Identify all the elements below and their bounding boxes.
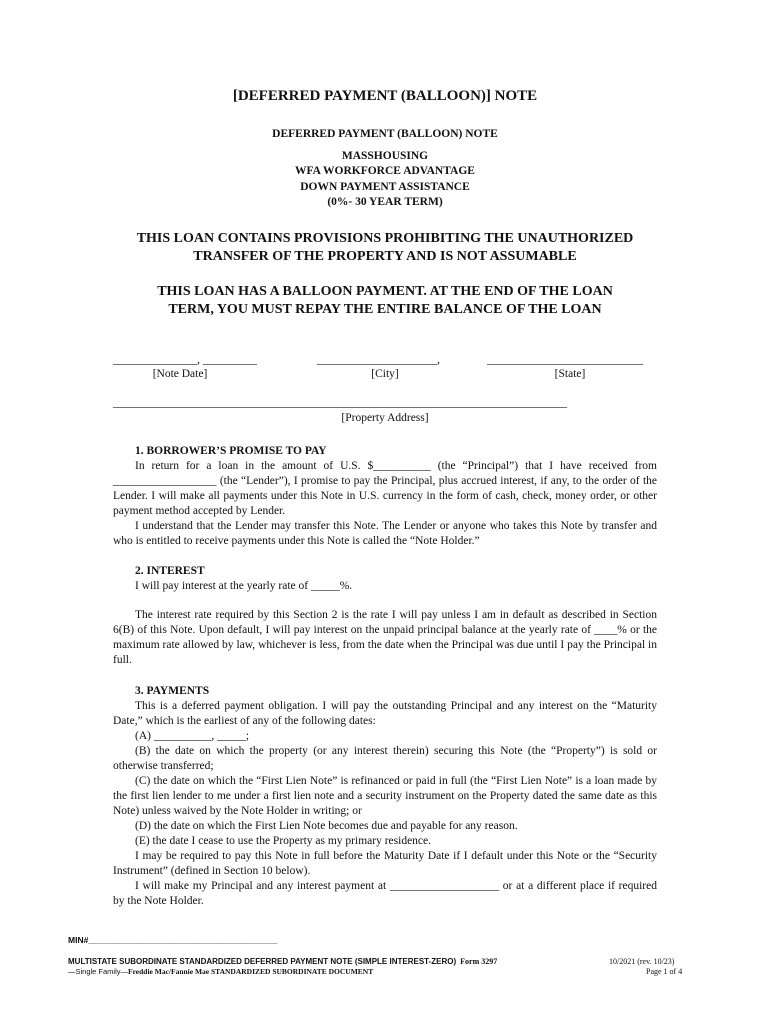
subtitle-line: DOWN PAYMENT ASSISTANCE [300,180,470,193]
paragraph: I may be required to pay this Note in full before the Maturity Date if I default under this Note or the “Security Instrument” (defined in Section 10 below). [113,850,657,877]
section-heading: 1. BORROWER’S PROMISE TO PAY [135,445,327,457]
paragraph: I will pay interest at the yearly rate of _____%. [135,580,353,592]
page-number: Page 1 of 4 [646,967,683,976]
paragraph: I understand that the Lender may transfer this Note. The Lender or anyone who takes this Note by transfer and who is entitled to receive payments under this Note is called the “Note Holder.” [113,520,657,547]
list-item: (A) __________, _____; [135,730,250,742]
subtitle-line: (0%- 30 YEAR TERM) [327,196,443,208]
footer-single-family [68,967,373,976]
warning-line: THIS LOAN CONTAINS PROVISIONS PROHIBITING THE UNAUTHORIZED [136,231,634,246]
warning-line: THIS LOAN HAS A BALLOON PAYMENT. AT THE END OF THE LOAN [157,284,613,299]
list-item: (B) the date on which the property (or any interest therein) securing this Note (the “Property”) is sold or otherwise transferred; [113,745,657,772]
paragraph: I will make my Principal and any interest payment at ___________________ or at a different place if required by the Note Holder. [113,880,657,907]
paragraph: In return for a loan in the amount of U.S. $__________ (the “Principal”) that I have received from __________________ (the “Lender”), I promise to pay the Principal, plus accrued interest, if any, to the order of the Lender. I will make all payments under this Note in U.S. currency in the form of cash, check, money order, or other payment method accepted by Lender. [113,460,657,517]
subtitle-line: MASSHOUSING [341,149,429,162]
warning-line: TRANSFER OF THE PROPERTY AND IS NOT ASSUMABLE [193,249,577,264]
warning-line: TERM, YOU MUST REPAY THE ENTIRE BALANCE OF THE LOAN [168,302,602,317]
footer-form-number: Form 3297 [460,957,498,966]
list-item: (D) the date on which the First Lien Note becomes due and payable for any reason. [135,820,518,832]
subtitle-block [0,127,770,211]
property-address-caption: [Property Address] [341,412,429,424]
footer-single-family-prefix: —Single Family— [68,967,129,976]
transfer-warning [0,230,770,266]
note-date-blank[interactable]: ______________, _________ [113,352,257,366]
list-item: (E) the date I cease to use the Property as my primary residence. [135,835,432,847]
paragraph: This is a deferred payment obligation. I will pay the outstanding Principal and any interest on the “Maturity Date,” which is the earliest of any of the following dates: [113,700,657,727]
section-heading: 2. INTEREST [135,565,205,577]
subtitle-line: WFA WORKFORCE ADVANTAGE [295,165,475,177]
footer-form-title [68,957,497,966]
city-blank[interactable]: ____________________, [317,352,440,366]
section-1 [113,444,657,549]
min-number-blank[interactable]: MIN#________________________________________ [68,935,278,945]
section-2 [113,564,657,668]
section-heading: 3. PAYMENTS [135,685,210,697]
footer-multistate: MULTISTATE SUBORDINATE STANDARDIZED DEFERRED PAYMENT NOTE (SIMPLE INTEREST-ZERO) [68,957,457,966]
document-title: [DEFERRED PAYMENT (BALLOON)] NOTE [232,88,538,104]
state-blank[interactable]: __________________________ [487,352,643,366]
section-3 [113,684,657,909]
list-item: (C) the date on which the “First Lien Note” is refinanced or paid in full (the “First Lien Note” is a loan made by the first lien lender to me under a first lien note and a security instrument on the Property dated the same date as this Note) unless waived by the Note Holder in writing; or [113,775,657,817]
footer-revision: 10/2021 (rev. 10/23) [609,957,675,966]
paragraph: The interest rate required by this Section 2 is the rate I will pay unless I am in default as described in Section 6(B) of this Note. Upon default, I will pay interest on the unpaid principal balance at the yearly rate of ____% or the maximum rate allowed by law, whichever is less, from the date when the Principal was due until I pay the Principal in full. [113,609,657,666]
property-address-blank[interactable]: ____________________________________________________________________________________ [113,397,567,409]
subtitle-line: DEFERRED PAYMENT (BALLOON) NOTE [272,128,498,140]
city-caption: [City] [371,368,399,380]
state-caption: [State] [554,368,586,380]
balloon-warning [0,283,770,319]
note-date-caption: [Note Date] [152,368,208,380]
footer-document-type: Freddie Mac/Fannie Mae STANDARDIZED SUBORDINATE DOCUMENT [128,967,374,976]
